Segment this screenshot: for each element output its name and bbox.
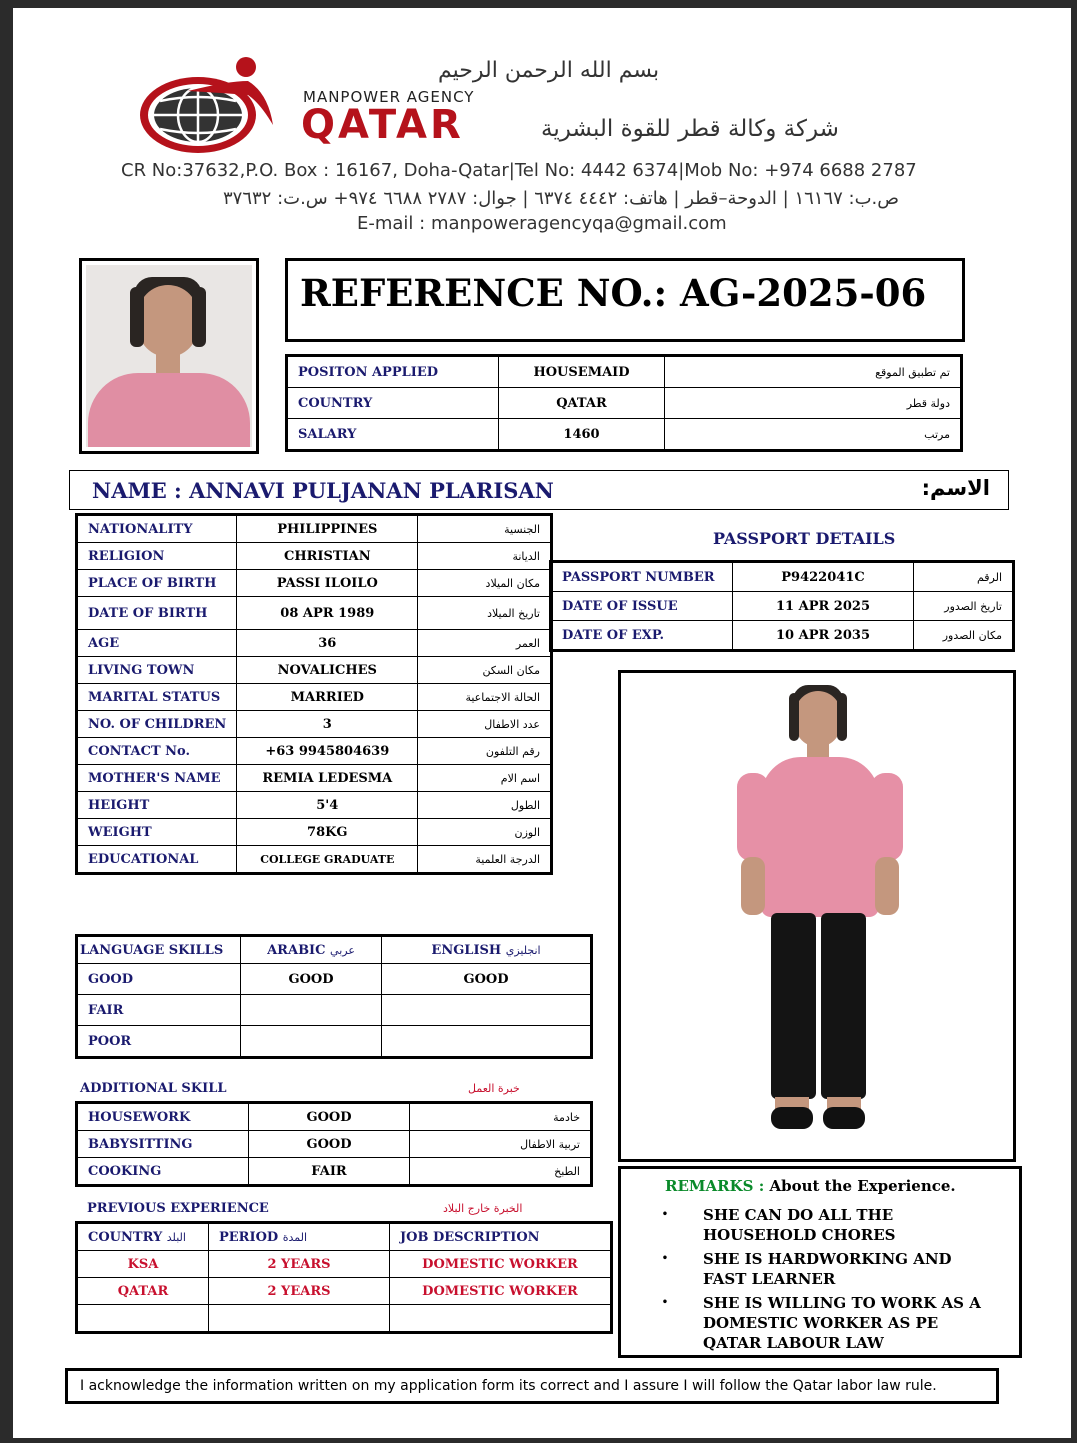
agency-arabic-title: شركة وكالة قطر للقوة البشرية	[541, 116, 839, 142]
expiry-label: DATE OF EXP.	[551, 621, 733, 651]
country-label: COUNTRY	[287, 388, 499, 419]
table-row	[77, 1278, 612, 1305]
exp1-job: DOMESTIC WORKER	[390, 1251, 612, 1278]
table-row	[77, 964, 592, 995]
language-skills-table	[75, 934, 593, 1059]
personal-label: HEIGHT	[77, 792, 237, 819]
personal-ar: الطول	[418, 792, 552, 819]
previous-experience-title-ar: الخبرة خارج البلاد	[443, 1202, 523, 1215]
english-poor	[382, 1026, 592, 1058]
arabic-header-text: ARABIC	[267, 942, 326, 958]
table-row	[77, 684, 552, 711]
personal-ar: مكان الميلاد	[418, 570, 552, 597]
good-label: GOOD	[77, 964, 241, 995]
previous-experience-title: PREVIOUS EXPERIENCE	[87, 1201, 269, 1216]
agency-logo-icon	[128, 53, 298, 158]
exp2-period: 2 YEARS	[209, 1278, 390, 1305]
personal-ar: العمر	[418, 630, 552, 657]
babysitting-label: BABYSITTING	[77, 1131, 249, 1158]
empty-cell	[209, 1305, 390, 1333]
period-header-ar: المدة	[282, 1230, 308, 1244]
table-row	[77, 1103, 592, 1131]
personal-ar: الوزن	[418, 819, 552, 846]
table-row	[551, 592, 1014, 621]
exp1-period: 2 YEARS	[209, 1251, 390, 1278]
language-skills-label: LANGUAGE SKILLS	[77, 936, 241, 964]
country-header	[77, 1223, 209, 1251]
personal-ar: عدد الاطفال	[418, 711, 552, 738]
personal-ar: الديانة	[418, 543, 552, 570]
personal-details-table	[75, 513, 553, 875]
personal-ar: رقم التلفون	[418, 738, 552, 765]
table-row	[77, 515, 552, 543]
personal-label: AGE	[77, 630, 237, 657]
remarks-box	[618, 1166, 1022, 1358]
table-row	[77, 570, 552, 597]
remarks-label: REMARKS :	[665, 1177, 765, 1195]
position-ar: تم تطبيق الموقع	[665, 356, 962, 388]
cooking-ar: الطبخ	[410, 1158, 592, 1186]
list-item: • SHE IS HARDWORKING AND FAST LEARNER	[627, 1249, 1007, 1289]
personal-label: RELIGION	[77, 543, 237, 570]
fair-label: FAIR	[77, 995, 241, 1026]
salary-ar: مرتب	[665, 419, 962, 451]
english-header-ar: انجليزي	[505, 943, 541, 957]
arabic-fair	[241, 995, 382, 1026]
remark-3: SHE IS WILLING TO WORK AS A DOMESTIC WORKER AS PE QATAR LABOUR LAW	[703, 1294, 981, 1352]
salary-value: 1460	[499, 419, 665, 451]
table-row	[77, 657, 552, 684]
period-header-text: PERIOD	[219, 1229, 279, 1245]
name-ar: الاسم:	[921, 476, 990, 500]
table-row	[77, 597, 552, 630]
empty-cell	[77, 1305, 209, 1333]
personal-value: 08 APR 1989	[237, 597, 418, 630]
additional-skill-title-ar: خبرة العمل	[468, 1082, 520, 1095]
table-row	[77, 1223, 612, 1251]
table-row	[77, 792, 552, 819]
table-row	[77, 1305, 612, 1333]
personal-value: +63 9945804639	[237, 738, 418, 765]
table-row	[551, 562, 1014, 592]
contact-english: CR No:37632,P.O. Box : 16167, Doha-Qatar|Tel No: 4442 6374|Mob No: +974 6688 2787	[121, 160, 917, 181]
personal-ar: الجنسية	[418, 515, 552, 543]
table-row	[77, 1131, 592, 1158]
personal-label: WEIGHT	[77, 819, 237, 846]
english-header	[382, 936, 592, 964]
passport-number-value: P9422041C	[733, 562, 914, 592]
babysitting-ar: تربية الاطفال	[410, 1131, 592, 1158]
table-row	[77, 765, 552, 792]
issue-ar: تاريخ الصدور	[914, 592, 1014, 621]
remark-2: SHE IS HARDWORKING AND FAST LEARNER	[703, 1250, 952, 1288]
position-label: POSITON APPLIED	[287, 356, 499, 388]
passport-title: PASSPORT DETAILS	[713, 529, 896, 548]
acknowledgement: I acknowledge the information written on my application form its correct and I assure I will follow the Qatar labor law rule.	[65, 1368, 999, 1404]
table-row	[77, 1158, 592, 1186]
personal-ar: الدرجة العلمية	[418, 846, 552, 874]
remarks-subtitle: About the Experience.	[769, 1177, 956, 1195]
babysitting-value: GOOD	[249, 1131, 410, 1158]
personal-ar: مكان السكن	[418, 657, 552, 684]
table-row	[77, 936, 592, 964]
applicant-name: NAME : ANNAVI PULJANAN PLARISAN	[92, 478, 554, 503]
reference-box	[285, 258, 965, 342]
expiry-value: 10 APR 2035	[733, 621, 914, 651]
personal-value: REMIA LEDESMA	[237, 765, 418, 792]
table-row	[77, 738, 552, 765]
english-good: GOOD	[382, 964, 592, 995]
list-item: • SHE IS WILLING TO WORK AS A DOMESTIC WORKER AS PE QATAR LABOUR LAW	[627, 1293, 1007, 1353]
agency-small-title: MANPOWER AGENCY	[303, 88, 475, 106]
personal-ar: اسم الام	[418, 765, 552, 792]
country-ar: دولة قطر	[665, 388, 962, 419]
exp1-country: KSA	[77, 1251, 209, 1278]
cooking-label: COOKING	[77, 1158, 249, 1186]
personal-value: PHILIPPINES	[237, 515, 418, 543]
remark-1: SHE CAN DO ALL THE HOUSEHOLD CHORES	[703, 1206, 896, 1244]
personal-label: CONTACT No.	[77, 738, 237, 765]
position-table	[285, 354, 963, 452]
passport-photo	[79, 258, 259, 454]
cooking-value: FAIR	[249, 1158, 410, 1186]
list-item: • SHE CAN DO ALL THE HOUSEHOLD CHORES	[627, 1205, 1007, 1245]
issue-label: DATE OF ISSUE	[551, 592, 733, 621]
personal-value: 3	[237, 711, 418, 738]
personal-value: COLLEGE GRADUATE	[237, 846, 418, 874]
personal-label: NATIONALITY	[77, 515, 237, 543]
housework-value: GOOD	[249, 1103, 410, 1131]
english-header-text: ENGLISH	[431, 942, 502, 958]
position-value: HOUSEMAID	[499, 356, 665, 388]
personal-label: NO. OF CHILDREN	[77, 711, 237, 738]
personal-value: MARRIED	[237, 684, 418, 711]
experience-table	[75, 1221, 613, 1334]
empty-cell	[390, 1305, 612, 1333]
arabic-header-ar: عربي	[330, 943, 355, 957]
table-row	[77, 1251, 612, 1278]
personal-label: MOTHER'S NAME	[77, 765, 237, 792]
exp2-job: DOMESTIC WORKER	[390, 1278, 612, 1305]
table-row	[77, 819, 552, 846]
table-row	[77, 995, 592, 1026]
reference-number: REFERENCE NO.: AG-2025-06	[300, 271, 927, 315]
personal-value: PASSI ILOILO	[237, 570, 418, 597]
personal-value: CHRISTIAN	[237, 543, 418, 570]
arabic-header	[241, 936, 382, 964]
personal-ar: تاريخ الميلاد	[418, 597, 552, 630]
personal-value: 5'4	[237, 792, 418, 819]
personal-label: DATE OF BIRTH	[77, 597, 237, 630]
bismillah: بسم الله الرحمن الرحيم	[438, 58, 660, 83]
salary-label: SALARY	[287, 419, 499, 451]
country-header-text: COUNTRY	[88, 1229, 163, 1245]
remarks-heading	[665, 1177, 956, 1195]
table-row	[287, 388, 962, 419]
arabic-poor	[241, 1026, 382, 1058]
passport-table	[549, 560, 1015, 652]
table-row	[77, 846, 552, 874]
agency-big-title: QATAR	[301, 102, 464, 148]
personal-value: 78KG	[237, 819, 418, 846]
table-row	[77, 630, 552, 657]
name-bar	[69, 470, 1009, 510]
additional-skills-table	[75, 1101, 593, 1187]
expiry-ar: مكان الصدور	[914, 621, 1014, 651]
poor-label: POOR	[77, 1026, 241, 1058]
table-row	[77, 543, 552, 570]
table-row	[551, 621, 1014, 651]
contact-arabic: ص.ب: ١٦١٦٧ | الدوحة–قطر | هاتف: ٤٤٤٢ ٦٣٧٤ | جوال: ٢٧٨٧ ٦٦٨٨ ٩٧٤+ س.ت: ٣٧٦٣٢	[223, 188, 899, 209]
personal-label: PLACE OF BIRTH	[77, 570, 237, 597]
passport-number-label: PASSPORT NUMBER	[551, 562, 733, 592]
arabic-good: GOOD	[241, 964, 382, 995]
full-body-photo	[618, 670, 1016, 1162]
table-row	[287, 419, 962, 451]
housework-label: HOUSEWORK	[77, 1103, 249, 1131]
personal-value: 36	[237, 630, 418, 657]
country-header-ar: البلد	[166, 1230, 186, 1244]
english-fair	[382, 995, 592, 1026]
personal-label: LIVING TOWN	[77, 657, 237, 684]
issue-value: 11 APR 2025	[733, 592, 914, 621]
personal-label: EDUCATIONAL	[77, 846, 237, 874]
personal-value: NOVALICHES	[237, 657, 418, 684]
table-row	[77, 711, 552, 738]
passport-number-ar: الرقم	[914, 562, 1014, 592]
personal-ar: الحالة الاجتماعية	[418, 684, 552, 711]
agency-email: E-mail : manpoweragencyqa@gmail.com	[357, 213, 727, 234]
remarks-list	[627, 1205, 1007, 1353]
personal-label: MARITAL STATUS	[77, 684, 237, 711]
table-row	[77, 1026, 592, 1058]
period-header	[209, 1223, 390, 1251]
job-header: JOB DESCRIPTION	[390, 1223, 612, 1251]
table-row	[287, 356, 962, 388]
country-value: QATAR	[499, 388, 665, 419]
additional-skill-title: ADDITIONAL SKILL	[80, 1081, 227, 1096]
housework-ar: خادمة	[410, 1103, 592, 1131]
application-page	[13, 8, 1071, 1438]
exp2-country: QATAR	[77, 1278, 209, 1305]
